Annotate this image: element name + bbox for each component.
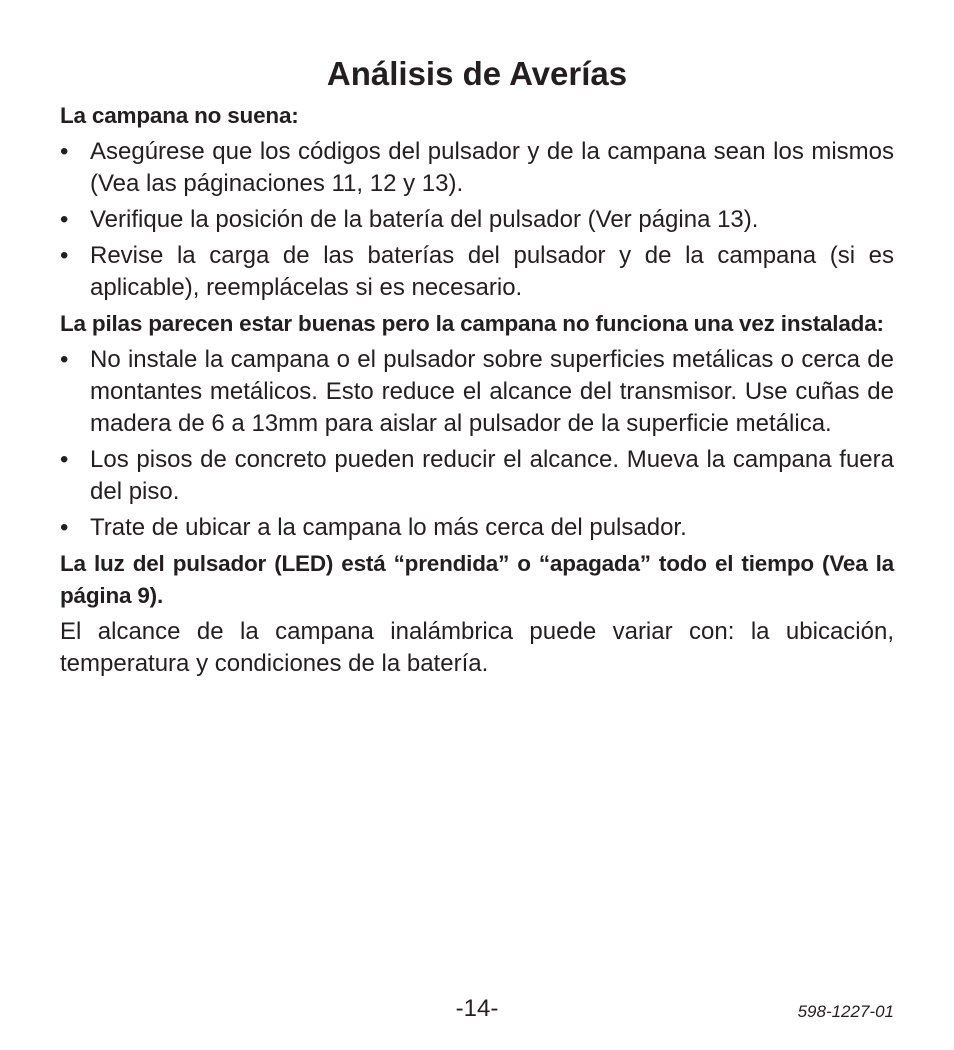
bullet-icon: • bbox=[60, 206, 69, 233]
document-code: 598-1227-01 bbox=[797, 1002, 894, 1021]
range-paragraph: El alcance de la campana inalámbrica puede variar con: la ubicación, temperatura y condiciones de la batería. bbox=[60, 618, 894, 677]
list-item-text: Trate de ubicar a la campana lo más cerca del pulsador. bbox=[90, 514, 687, 541]
list-item-text: Verifique la posición de la batería del pulsador (Ver página 13). bbox=[90, 206, 759, 233]
bullet-icon: • bbox=[60, 242, 69, 269]
troubleshooting-page bbox=[60, 52, 894, 680]
section-heading-led: La luz del pulsador (LED) está “prendida” o “apagada” todo el tiempo (Vea la página 9). bbox=[60, 551, 894, 608]
bullet-icon: • bbox=[60, 346, 69, 373]
section-list-no-ring bbox=[60, 136, 894, 304]
list-item bbox=[60, 136, 894, 200]
bullet-icon: • bbox=[60, 138, 69, 165]
bullet-icon: • bbox=[60, 514, 69, 541]
section-list-batteries-ok bbox=[60, 344, 894, 544]
list-item bbox=[60, 204, 894, 236]
list-item-text: No instale la campana o el pulsador sobre superficies metálicas o cerca de montantes metálicos. Esto reduce el alcance del transmisor. Use cuñas de madera de 6 a 13mm para aislar al pulsador de la superficie metálica. bbox=[90, 346, 894, 437]
section-heading-no-ring: La campana no suena: bbox=[60, 103, 299, 128]
list-item-text: Revise la carga de las baterías del pulsador y de la campana (si es aplicable), reemplácelas si es necesario. bbox=[90, 242, 894, 301]
page-number: -14- bbox=[455, 995, 499, 1022]
list-item bbox=[60, 240, 894, 304]
list-item bbox=[60, 512, 894, 544]
page-title: Análisis de Averías bbox=[326, 55, 628, 92]
list-item bbox=[60, 444, 894, 508]
section-heading-batteries-ok: La pilas parecen estar buenas pero la campana no funciona una vez instalada: bbox=[60, 311, 884, 336]
bullet-icon: • bbox=[60, 446, 69, 473]
list-item bbox=[60, 344, 894, 440]
list-item-text: Asegúrese que los códigos del pulsador y de la campana sean los mismos (Vea las páginaciones 11, 12 y 13). bbox=[90, 138, 894, 197]
list-item-text: Los pisos de concreto pueden reducir el alcance. Mueva la campana fuera del piso. bbox=[90, 446, 894, 505]
